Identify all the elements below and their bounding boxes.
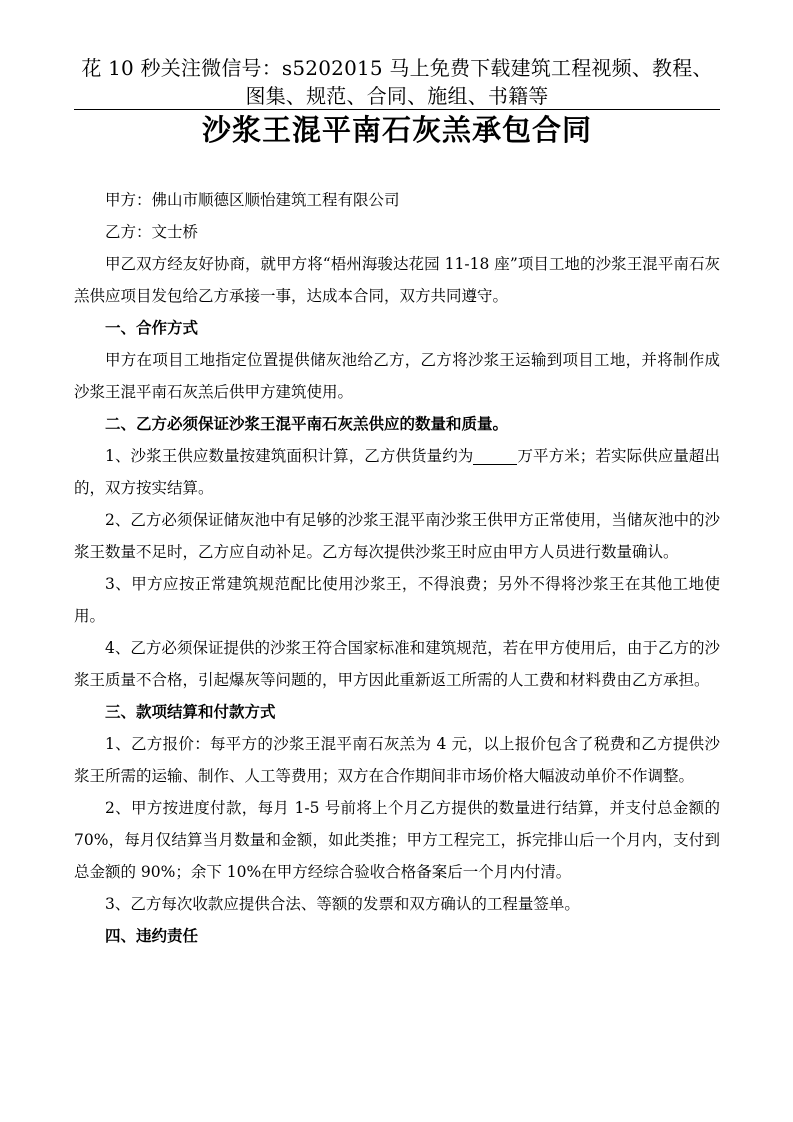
section-2-item-1-start: 1、沙浆王供应数量按建筑面积计算，乙方供货量约为 — [105, 447, 474, 465]
party-b-line: 乙方：文士桥 — [105, 223, 199, 241]
document-body — [74, 184, 720, 952]
section-4-heading: 四、违约责任 — [105, 927, 199, 945]
intro-paragraph: 甲乙双方经友好协商，就甲方将“梧州海骏达花园 11-18 座”项目工地的沙浆王混平南石灰羔供应项目发包给乙方承接一事，达成本合同，双方共同遵守。 — [74, 255, 720, 305]
quantity-blank-underline — [473, 446, 517, 465]
section-2-item-4: 4、乙方必须保证提供的沙浆王符合国家标准和建筑规范，若在甲方使用后，由于乙方的沙浆王质量不合格，引起爆灰等问题的，甲方因此重新返工所需的人工费和材料费由乙方承担。 — [74, 639, 720, 689]
section-2-item-1 — [74, 440, 720, 504]
section-1-heading: 一、合作方式 — [105, 319, 199, 337]
header-promo-note: 花 10 秒关注微信号：s5202015 马上免费下载建筑工程视频、教程、图集、规范、合同、施组、书籍等 — [81, 56, 713, 108]
section-2-item-1-end: 万平方米；若实际供应量超出的，双方按实结算。 — [74, 447, 720, 497]
section-1-paragraph: 甲方在项目工地指定位置提供储灰池给乙方，乙方将沙浆王运输到项目工地，并将制作成沙浆王混平南石灰羔后供甲方建筑使用。 — [74, 351, 720, 401]
section-3-item-3: 3、乙方每次收款应提供合法、等额的发票和双方确认的工程量签单。 — [105, 895, 580, 913]
section-2-item-3: 3、甲方应按正常建筑规范配比使用沙浆王，不得浪费；另外不得将沙浆王在其他工地使用。 — [74, 575, 720, 625]
section-3-heading: 三、款项结算和付款方式 — [105, 703, 276, 721]
section-2-item-2: 2、乙方必须保证储灰池中有足够的沙浆王混平南沙浆王供甲方正常使用，当储灰池中的沙浆王数量不足时，乙方应自动补足。乙方每次提供沙浆王时应由甲方人员进行数量确认。 — [74, 511, 720, 561]
document-title: 沙浆王混平南石灰羔承包合同 — [201, 113, 592, 147]
section-3-item-1: 1、乙方报价：每平方的沙浆王混平南石灰羔为 4 元，以上报价包含了税费和乙方提供沙浆王所需的运输、制作、人工等费用；双方在合作期间非市场价格大幅波动单价不作调整。 — [74, 735, 720, 785]
section-2-heading: 二、乙方必须保证沙浆王混平南石灰羔供应的数量和质量。 — [105, 415, 509, 433]
party-a-line: 甲方：佛山市顺德区顺怡建筑工程有限公司 — [105, 191, 400, 209]
section-3-item-2: 2、甲方按进度付款，每月 1-5 号前将上个月乙方提供的数量进行结算，并支付总金额的 70%，每月仅结算当月数量和金额，如此类推；甲方工程完工，拆完排山后一个月内，支付到总金额的 90%；余下 10%在甲方经综合验收合格备案后一个月内付清。 — [74, 799, 720, 881]
